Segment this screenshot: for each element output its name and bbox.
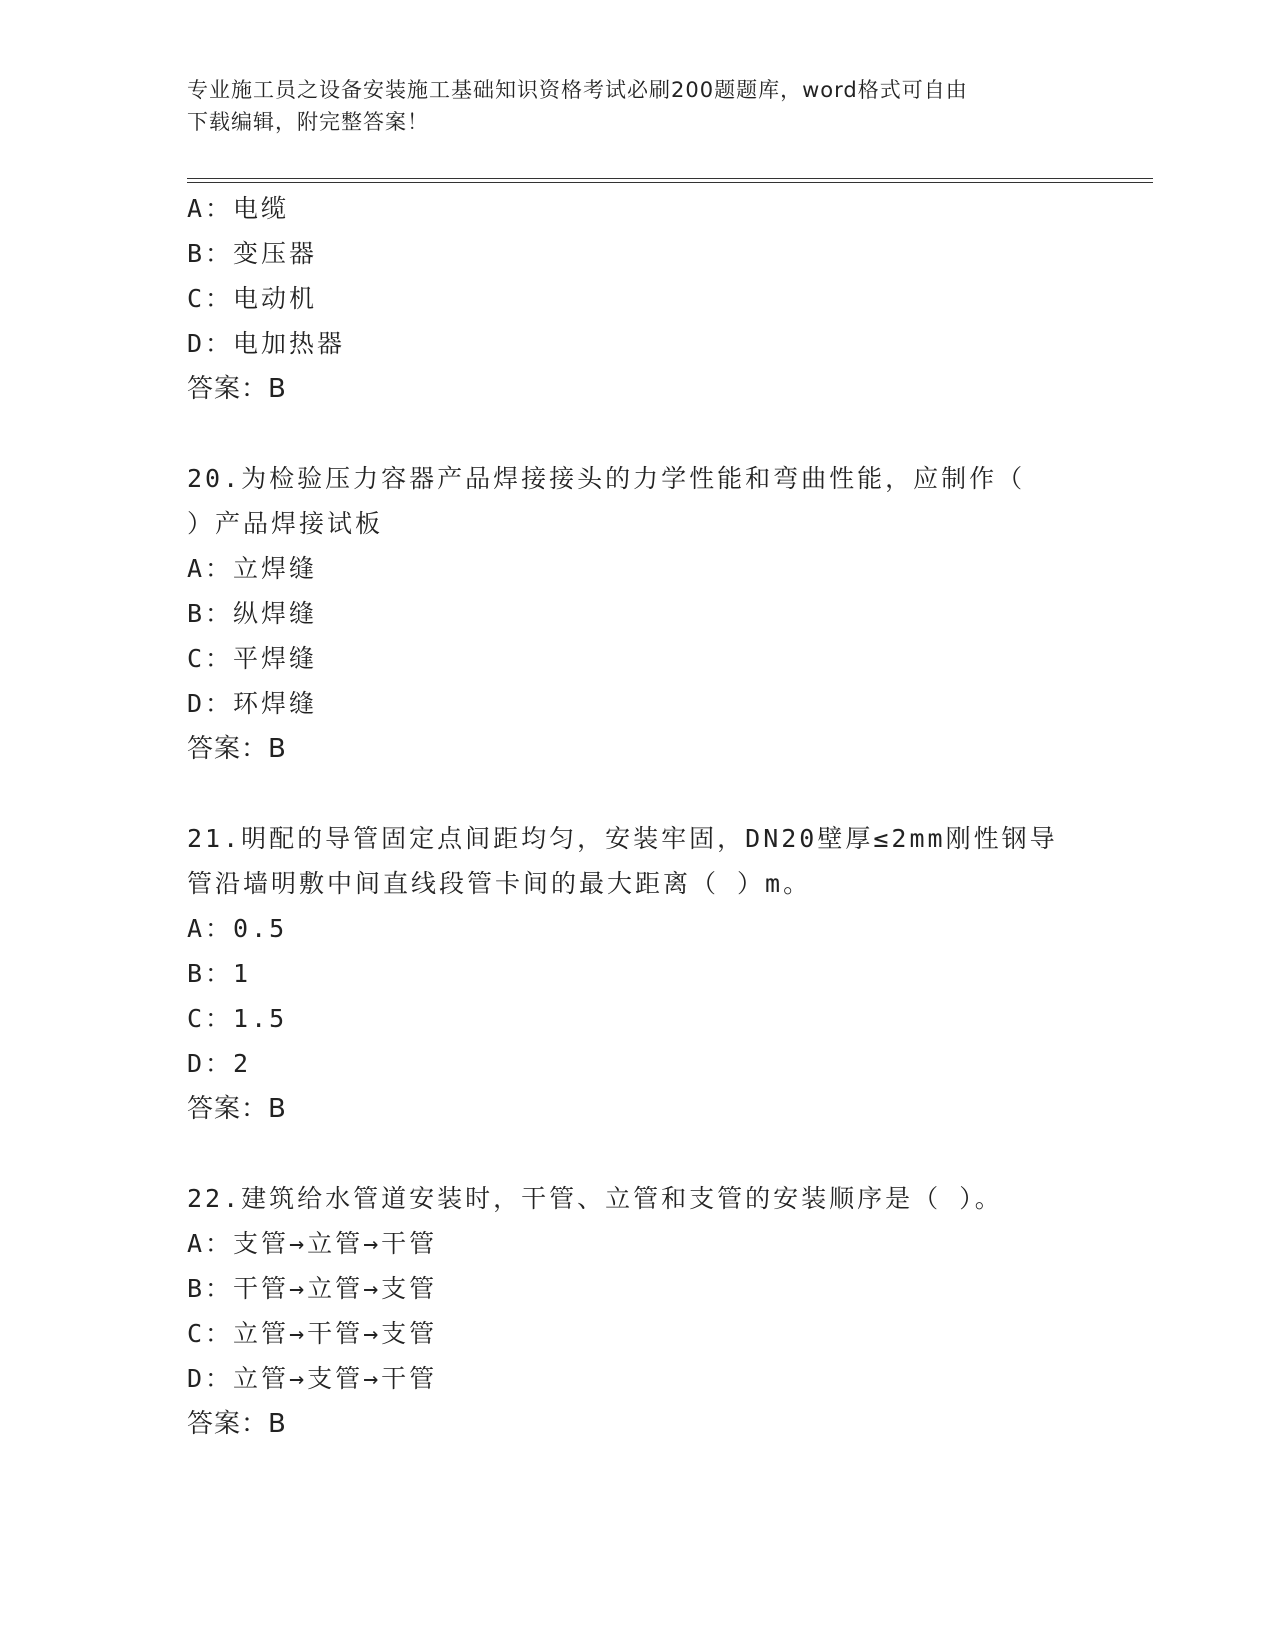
header-title-line-1: 专业施工员之设备安装施工基础知识资格考试必刷200题题库，word格式可自由: [187, 78, 968, 102]
q22-answer: 答案：B: [187, 1409, 287, 1439]
q22-option-c: C：立管→干管→支管: [187, 1319, 438, 1348]
q19-option-c: C：电动机: [187, 284, 318, 313]
q19-answer: 答案：B: [187, 374, 287, 404]
q19-option-a: A：电缆: [187, 194, 290, 223]
q21-answer: 答案：B: [187, 1094, 287, 1124]
q22-option-b: B：干管→立管→支管: [187, 1274, 438, 1303]
q21-option-a: A：0.5: [187, 914, 288, 943]
q20-option-c: C：平焊缝: [187, 644, 318, 673]
q21-option-b: B：1: [187, 959, 252, 988]
header-divider-bottom: [187, 182, 1153, 183]
q21-stem-line-1: 21.明配的导管固定点间距均匀，安装牢固，DN20壁厚≤2mm刚性钢导: [187, 824, 1058, 853]
q22-option-d: D：立管→支管→干管: [187, 1364, 438, 1393]
q21-option-d: D：2: [187, 1049, 252, 1078]
q19-option-d: D：电加热器: [187, 329, 346, 358]
q19-option-b: B：变压器: [187, 239, 318, 268]
header-title-line-2: 下载编辑，附完整答案！: [187, 110, 429, 134]
q22-option-a: A：支管→立管→干管: [187, 1229, 438, 1258]
q20-stem-line-2: ）产品焊接试板: [187, 509, 384, 538]
document-header: [187, 74, 1067, 138]
q21-option-c: C：1.5: [187, 1004, 288, 1033]
q21-stem-line-2: 管沿墙明敷中间直线段管卡间的最大距离（ ）m。: [187, 869, 812, 898]
q20-option-b: B：纵焊缝: [187, 599, 318, 628]
q20-option-a: A：立焊缝: [187, 554, 318, 583]
q22-stem-line-1: 22.建筑给水管道安装时，干管、立管和支管的安装顺序是（ ）。: [187, 1184, 1003, 1213]
q20-stem-line-1: 20.为检验压力容器产品焊接接头的力学性能和弯曲性能，应制作（: [187, 464, 1026, 493]
header-divider-top: [187, 178, 1153, 179]
q20-option-d: D：环焊缝: [187, 689, 318, 718]
q20-answer: 答案：B: [187, 734, 287, 764]
